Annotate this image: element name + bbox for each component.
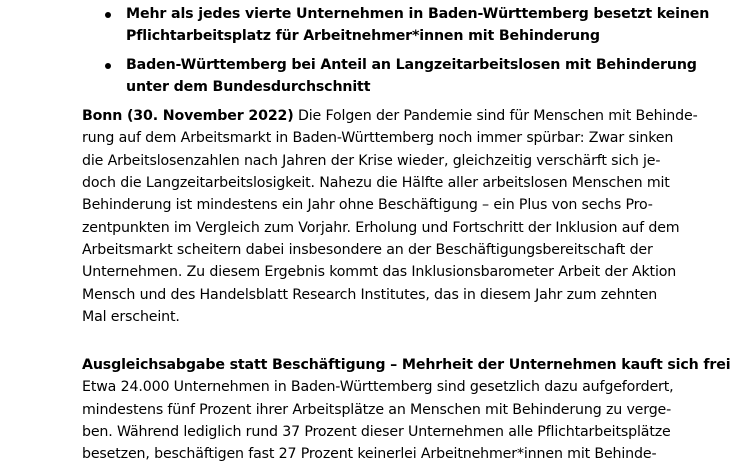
- key-point-line: Mehr als jedes vierte Unternehmen in Baden-Württemberg besetzt keinen: [126, 6, 710, 22]
- key-point: [82, 3, 710, 48]
- section-heading-text: Ausgleichsabgabe statt Beschäftigung – Mehrheit der Unternehmen kauft sich frei: [82, 357, 731, 374]
- bullet-icon: [105, 63, 111, 69]
- section-paragraph: [82, 376, 674, 465]
- intro-line: Mal erscheint.: [82, 308, 180, 325]
- intro-line: Behinderung ist mindestens ein Jahr ohne Beschäftigung – ein Plus von sechs Pro-: [82, 197, 653, 214]
- document-page: [82, 3, 731, 466]
- section-heading: [82, 354, 731, 376]
- intro-line: doch die Langzeitarbeitslosigkeit. Nahezu die Hälfte aller arbeitslosen Menschen mit: [82, 175, 670, 192]
- section-line: ben. Während lediglich rund 37 Prozent dieser Unternehmen alle Pflichtarbeitsplätze: [82, 424, 671, 441]
- intro-line: die Arbeitslosenzahlen nach Jahren der Krise wieder, gleichzeitig verschärft sich je-: [82, 152, 661, 169]
- section-line: mindestens fünf Prozent ihrer Arbeitsplätze an Menschen mit Behinderung zu verge-: [82, 401, 672, 418]
- intro-line: rung auf dem Arbeitsmarkt in Baden-Württemberg noch immer spürbar: Zwar sinken: [82, 130, 674, 147]
- key-points-list: [82, 3, 710, 98]
- key-point-line: Baden-Württemberg bei Anteil an Langzeitarbeitslosen mit Behinderung: [126, 56, 697, 73]
- bullet-icon: [105, 12, 111, 18]
- intro-line: zentpunkten im Vergleich zum Vorjahr. Erholung und Fortschritt der Inklusion auf dem: [82, 219, 680, 236]
- intro-paragraph: [82, 105, 698, 328]
- intro-text: Die Folgen der Pandemie sind für Menschen mit Behinde-: [293, 108, 698, 125]
- section-line: Etwa 24.000 Unternehmen in Baden-Württemberg sind gesetzlich dazu aufgefordert,: [82, 379, 674, 396]
- section-line: besetzen, beschäftigen fast 27 Prozent keinerlei Arbeitnehmer*innen mit Behinde-: [82, 446, 657, 463]
- intro-first-line: [82, 105, 698, 127]
- key-point: [82, 54, 697, 99]
- intro-line: Mensch und des Handelsblatt Research Institutes, das in diesem Jahr zum zehnten: [82, 286, 658, 303]
- intro-line: Unternehmen. Zu diesem Ergebnis kommt das Inklusionsbarometer Arbeit der Aktion: [82, 264, 677, 281]
- key-point-line: Pflichtarbeitsplatz für Arbeitnehmer*innen mit Behinderung: [126, 28, 600, 45]
- dateline: Bonn (30. November 2022): [82, 108, 294, 125]
- key-point-line: unter dem Bundesdurchschnitt: [126, 78, 371, 95]
- intro-line: Arbeitsmarkt scheitern dabei insbesondere an der Beschäftigungsbereitschaft der: [82, 241, 653, 258]
